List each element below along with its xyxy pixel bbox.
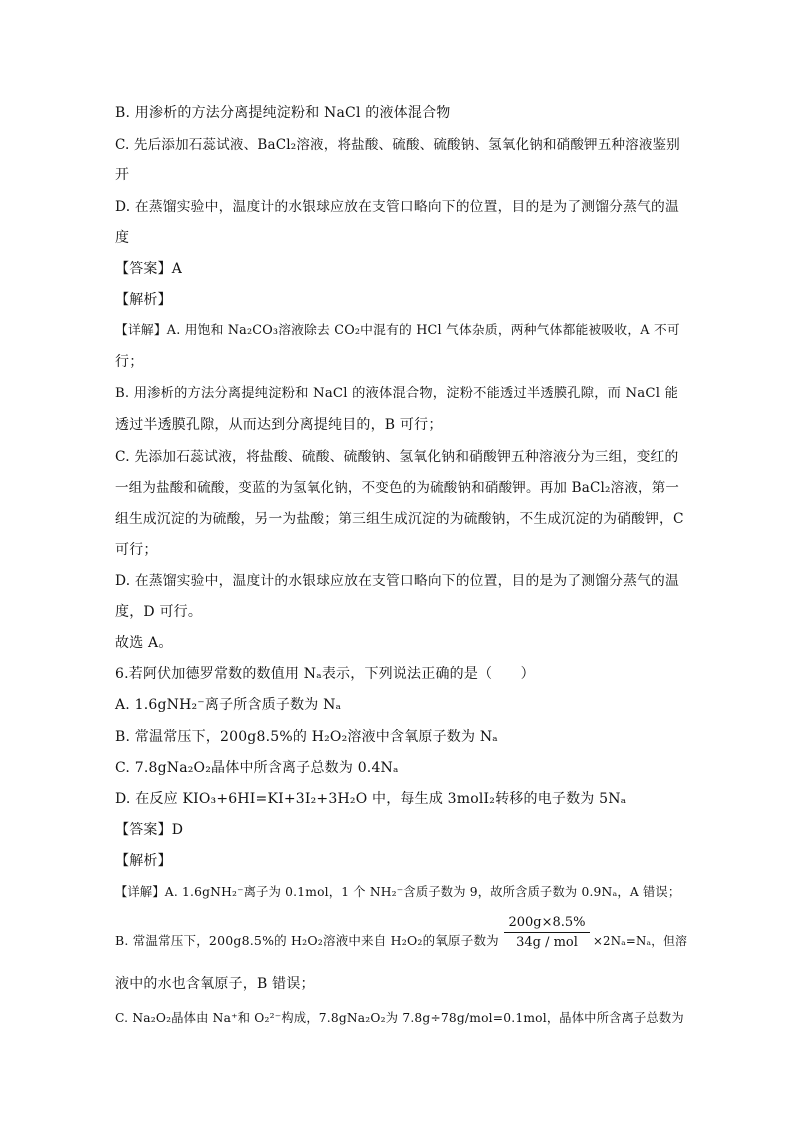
answer-label: 【答案】D [115, 822, 184, 838]
option-c: C. 7.8gNa₂O₂晶体中所含离子总数为 0.4Nₐ [115, 760, 399, 776]
analysis-label: 【解析】 [115, 292, 172, 308]
text-line: 度 [115, 230, 130, 246]
text-line: D. 在蒸馏实验中，温度计的水银球应放在支管口略向下的位置，目的是为了测馏分蒸气的温 [115, 573, 679, 589]
fraction [504, 915, 590, 950]
text-line: ×2Nₐ=Nₐ，但溶 [593, 934, 688, 948]
option-d: D. 在反应 KIO₃+6HI=KI+3I₂+3H₂O 中，每生成 3molI₂转移的电子数为 5Nₐ [115, 791, 627, 807]
text-line: D. 在蒸馏实验中，温度计的水银球应放在支管口略向下的位置，目的是为了测馏分蒸气的温 [115, 199, 679, 215]
text-line: 行； [115, 354, 144, 370]
text-line: 开 [115, 167, 130, 183]
text-line: B. 常温常压下，200g8.5%的 H₂O₂溶液中来自 H₂O₂的氧原子数为 [115, 933, 499, 948]
text-line: B. 用渗析的方法分离提纯淀粉和 NaCl 的液体混合物 [115, 105, 451, 121]
option-b: B. 常温常压下，200g8.5%的 H₂O₂溶液中含氧原子数为 Nₐ [115, 729, 498, 745]
text-line: 【详解】A. 用饱和 Na₂CO₃溶液除去 CO₂中混有的 HCl 气体杂质，两种气体都能被吸收，A 不可 [115, 323, 680, 338]
text-line: B. 用渗析的方法分离提纯淀粉和 NaCl 的液体混合物，淀粉不能透过半透膜孔隙，而 NaCl 能 [115, 386, 679, 401]
option-a: A. 1.6gNH₂⁻离子所含质子数为 Nₐ [115, 697, 342, 713]
text-line: C. 先后添加石蕊试液、BaCl₂溶液，将盐酸、硫酸、硫酸钠、氢氧化钠和硝酸钾五种溶液鉴别 [115, 137, 680, 153]
text-line: C. Na₂O₂晶体由 Na⁺和 O₂²⁻构成，7.8gNa₂O₂为 7.8g÷78g/mol=0.1mol，晶体中所含离子总数为 [115, 1011, 684, 1025]
text-line: 【详解】A. 1.6gNH₂⁻离子为 0.1mol，1 个 NH₂⁻含质子数为 9，故所含质子数为 0.9Nₐ，A 错误； [115, 885, 681, 899]
text-line: 可行； [115, 542, 158, 558]
text-line: 液中的水也含氧原子，B 错误； [115, 976, 315, 992]
analysis-label: 【解析】 [115, 853, 172, 869]
fraction-numerator: 200g×8.5% [504, 915, 590, 933]
text-line: 度，D 可行。 [115, 604, 203, 620]
text-line: 一组为盐酸和硫酸，变蓝的为氢氧化钠，不变色的为硫酸钠和硝酸钾。再加 BaCl₂溶液，第一 [115, 480, 680, 496]
answer-label: 【答案】A [115, 261, 183, 277]
text-line: 故选 A。 [115, 635, 173, 651]
text-line: 组生成沉淀的为硫酸，另一为盐酸；第三组生成沉淀的为硫酸钠，不生成沉淀的为硝酸钾，C [115, 511, 684, 527]
text-line: C. 先添加石蕊试液，将盐酸、硫酸、硫酸钠、氢氧化钠和硝酸钾五种溶液分为三组，变红的 [115, 449, 679, 465]
text-line: 透过半透膜孔隙，从而达到分离提纯目的，B 可行； [115, 417, 443, 433]
question-6: 6.若阿伏加德罗常数的数值用 Nₐ表示，下列说法正确的是（ ） [115, 666, 535, 682]
fraction-denominator: 34g / mol [516, 935, 578, 950]
